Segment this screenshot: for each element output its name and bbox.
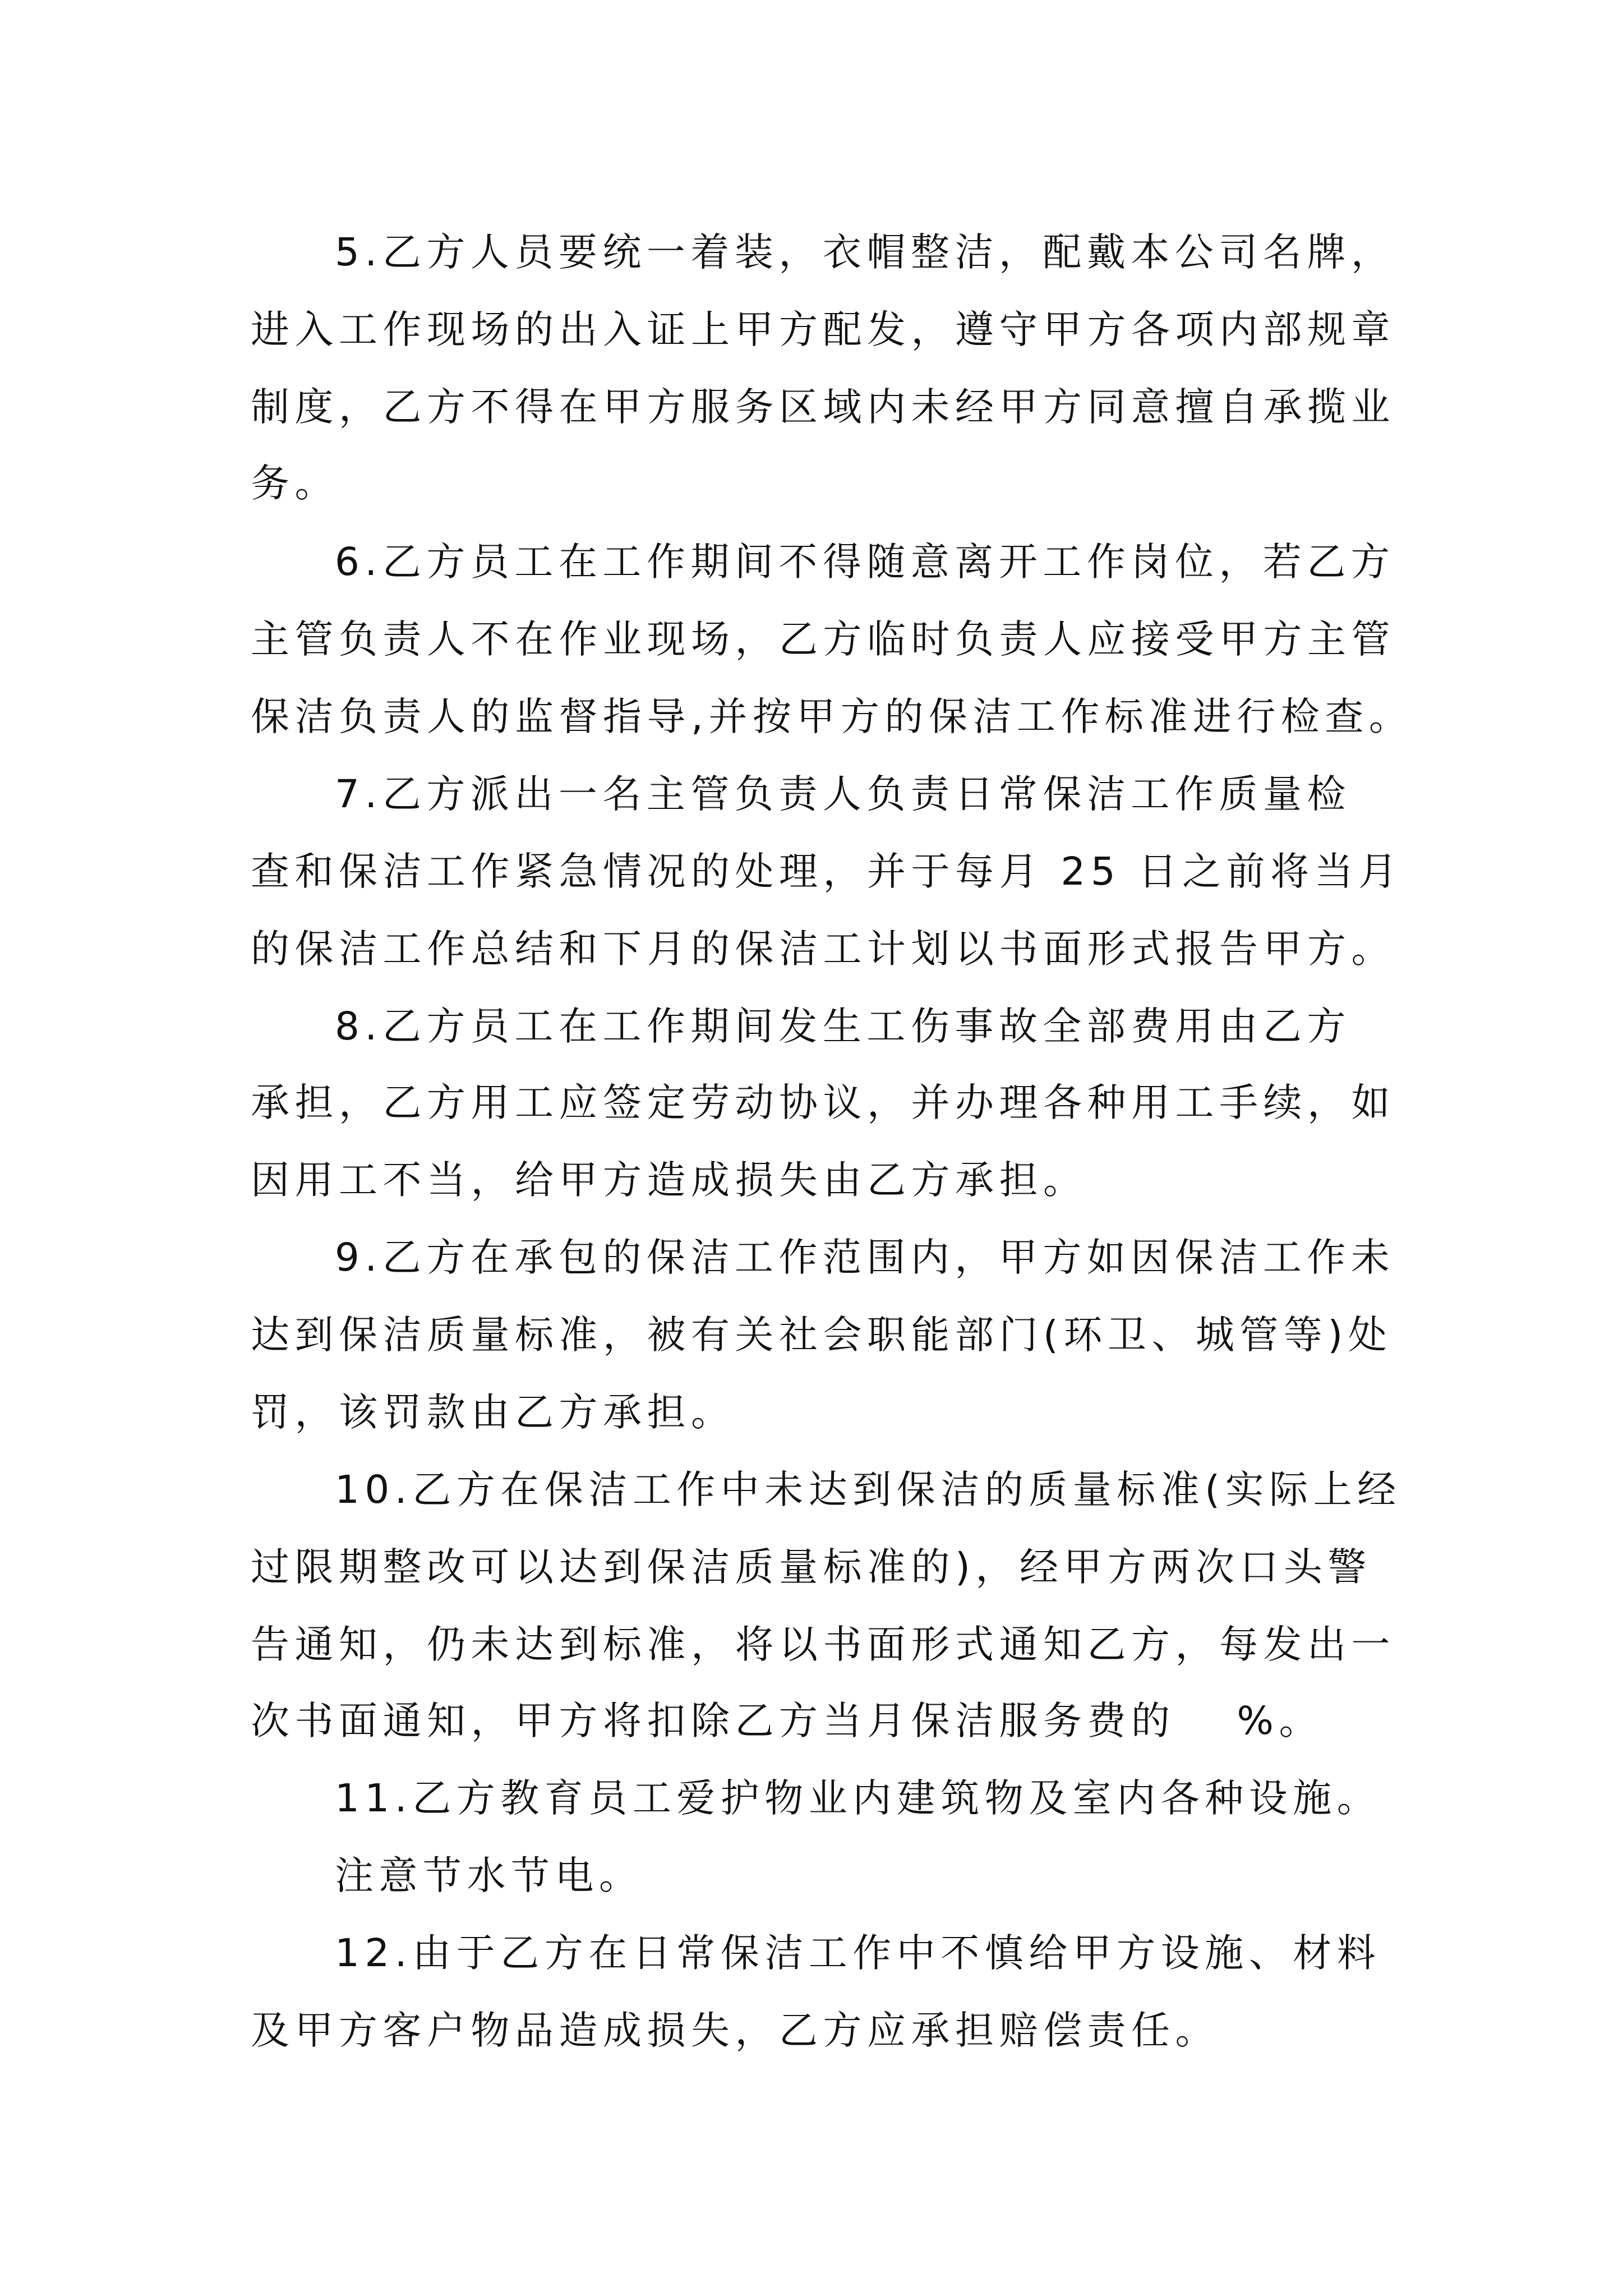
text-line: 制度，乙方不得在甲方服务区域内未经甲方同意擅自承揽业: [251, 385, 1395, 430]
text-line: 保洁负责人的监督指导,并按甲方的保洁工作标准进行检查。: [251, 694, 1413, 739]
text-line: 主管负责人不在作业现场，乙方临时负责人应接受甲方主管: [251, 617, 1395, 662]
text-line: 10.乙方在保洁工作中未达到保洁的质量标准(实际上经: [335, 1467, 1401, 1512]
text-line: 次书面通知，甲方将扣除乙方当月保洁服务费的 %。: [251, 1699, 1323, 1743]
text-line: 及甲方客户物品造成损失，乙方应承担赔偿责任。: [251, 2008, 1219, 2053]
text-line: 8.乙方员工在工作期间发生工伤事故全部费用由乙方: [335, 1004, 1351, 1049]
text-line: 务。: [251, 461, 339, 506]
text-line: 7.乙方派出一名主管负责人负责日常保洁工作质量检: [335, 772, 1351, 817]
text-line: 的保洁工作总结和下月的保洁工计划以书面形式报告甲方。: [251, 927, 1395, 972]
text-line: 查和保洁工作紧急情况的处理，并于每月 25 日之前将当月: [251, 849, 1403, 894]
text-line: 告通知，仍未达到标准，将以书面形式通知乙方，每发出一: [251, 1622, 1395, 1667]
text-line: 过限期整改可以达到保洁质量标准的)，经甲方两次口头警: [251, 1545, 1372, 1590]
text-line: 达到保洁质量标准，被有关社会职能部门(环卫、城管等)处: [251, 1313, 1393, 1358]
text-line: 11.乙方教育员工爱护物业内建筑物及室内各种设施。: [335, 1776, 1381, 1821]
text-line: 12.由于乙方在日常保洁工作中不慎给甲方设施、材料: [335, 1931, 1381, 1976]
text-line: 注意节水节电。: [335, 1853, 643, 1898]
text-line: 5.乙方人员要统一着装，衣帽整洁，配戴本公司名牌，: [335, 230, 1395, 275]
text-line: 6.乙方员工在工作期间不得随意离开工作岗位，若乙方: [335, 540, 1395, 585]
text-line: 9.乙方在承包的保洁工作范围内，甲方如因保洁工作未: [335, 1235, 1395, 1280]
text-line: 进入工作现场的出入证上甲方配发，遵守甲方各项内部规章: [251, 307, 1395, 352]
text-line: 因用工不当，给甲方造成损失由乙方承担。: [251, 1158, 1087, 1203]
text-line: 承担，乙方用工应签定劳动协议，并办理各种用工手续，如: [251, 1080, 1395, 1125]
text-line: 罚，该罚款由乙方承担。: [251, 1390, 735, 1435]
